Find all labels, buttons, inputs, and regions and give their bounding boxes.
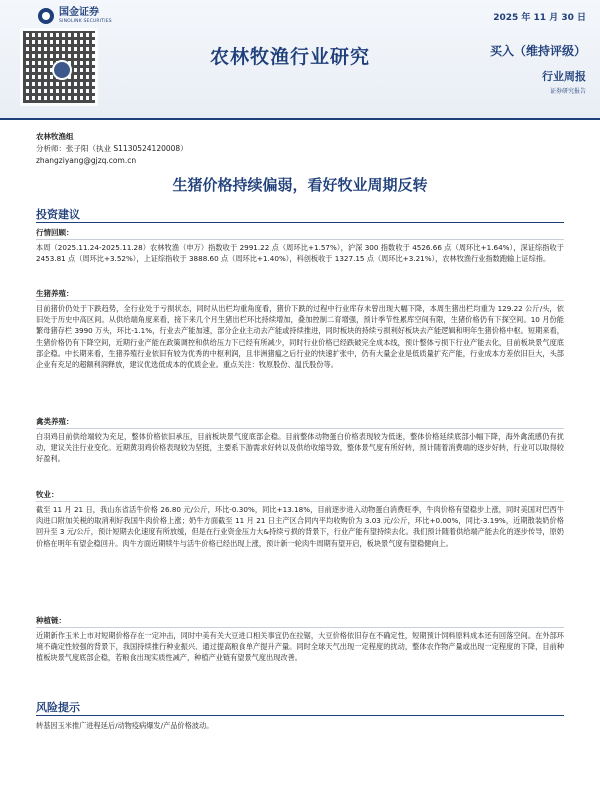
sub-divider bbox=[36, 627, 564, 628]
sub-divider bbox=[36, 428, 564, 429]
header-divider bbox=[0, 118, 600, 120]
section-divider bbox=[36, 222, 564, 223]
logo-name-cn: 国金证券 bbox=[59, 7, 99, 18]
section-heading-risk: 风险提示 bbox=[36, 701, 80, 714]
report-title: 农林牧渔行业研究 bbox=[210, 46, 371, 68]
qr-center-logo-icon bbox=[52, 60, 72, 80]
qr-code-icon bbox=[20, 28, 98, 106]
paragraph-pig: 目前猪价仍处于下跌趋势，全行业处于亏损状态，同时从出栏均重角度看，猪价下跌的过程中行业库存未曾出现大幅下降，本周生猪出栏均重为 129.22 公斤/头，依旧处于历史中高区间。从供给端角度来看，接下来几个月生猪出栏环比持续增加，叠加控制二育增强，预计季节性累库空间有限，生猪价格仍有下探空间。10 月份能繁母猪存栏 3990 万头，环比-1.1%，行业去产能加速，部分企业主动去产能或持续推进，同时板块的持续亏损利好板块去产能逻辑和明年生猪价格中枢。短期来看，生猪价格仍有下降空间，近期行业产能在政策调控和供给压力下已经有所减少，同时行业价格已经跌破完全成本线，预计整体亏损下行业产能去化，目前板块景气度底部企稳。中长期来看，生猪养殖行业依旧有较为优秀的中枢利润，且非洲猪瘟之后行业的快速扩张中，仍有大量企业是低质量扩充产能，行业成本方差依旧巨大，头部企业有充足的超额利润释放，建议优选低成本的优质企业。重点关注：牧原股份、温氏股份等。 bbox=[36, 304, 564, 370]
logo-name-en: SINOLINK SECURITIES bbox=[59, 19, 112, 24]
subheading-ruminant: 牧业： bbox=[36, 490, 59, 499]
section-heading-invest: 投资建议 bbox=[36, 208, 80, 221]
company-logo bbox=[38, 8, 112, 25]
logo-mark-icon bbox=[38, 8, 54, 24]
research-group: 农林牧渔组 bbox=[36, 132, 74, 141]
paragraph-poultry: 白羽鸡目前供给端较为充足，整体价格依旧承压，目前板块景气度底部企稳。目前整体动物蛋白价格表现较为低迷，整体价格延续底部小幅下降，海外禽流感仍有扰动，建议关注行业变化。近期黄羽鸡价格表现较为坚挺，主要系下游需求好转以及供给收缩导致，整体景气度有所好转，预计随着消费端的逐步好转，行业可以取得较好盈利。 bbox=[36, 432, 564, 464]
paragraph-seed: 近期新作玉米上市对短期价格存在一定冲击，同时中美有关大豆进口相关事宜仍在拉锯，大豆价格依旧存在不确定性，短期预计饲料原料成本还有回落空间。在外部环境不确定性较强的背景下，我国持续推行种业振兴、通过提高粮食单产提升产量。同时全球天气出现一定程度的扰动，整体农作物产量或出现一定程度的下降，目前种植板块景气度底部企稳，若粮食出现实质性减产，种植产业链有望景气度出现改善。 bbox=[36, 631, 564, 663]
sub-divider bbox=[36, 239, 564, 240]
subheading-seed: 种植链： bbox=[36, 616, 66, 625]
analyst-name: 分析师：张子阳（执业 S1130524120008） bbox=[36, 144, 188, 153]
report-type: 行业周报 bbox=[542, 70, 586, 83]
subheading-market: 行情回顾： bbox=[36, 228, 74, 237]
paragraph-risk: 转基因玉米推广进程延后/动物疫病爆发/产品价格波动。 bbox=[36, 721, 214, 730]
analyst-email[interactable]: zhangziyang@gjzq.com.cn bbox=[36, 156, 137, 165]
report-category: 证券研究报告 bbox=[549, 88, 586, 95]
section-divider bbox=[36, 715, 564, 716]
sub-divider bbox=[36, 501, 564, 502]
sub-divider bbox=[36, 300, 564, 301]
rating-badge: 买入（维持评级） bbox=[489, 44, 586, 58]
subheading-pig: 生猪养殖： bbox=[36, 289, 74, 298]
paragraph-market: 本周（2025.11.24-2025.11.28）农林牧渔（申万）指数收于 2991.22 点（周环比+1.57%），沪深 300 指数收于 4526.66 点（周环比+1.64%），深证综指收于 2453.81 点（周环比+3.52%），上证综指收于 3888.60 点（周环比+1.40%），科创板收于 1327.15 点（周环比+3.21%），农林牧渔行业指数跑输上证综指。 bbox=[36, 243, 564, 264]
paragraph-ruminant: 截至 11 月 21 日，我山东省活牛价格 26.80 元/公斤，环比-0.30%，同比+13.18%，目前逐步进入动物蛋白消费旺季，牛肉价格有望稳步上涨，同时美国对巴西牛肉进口附加关税的取消利好我国牛肉价格上涨；奶牛方面截至 11 月 21 日主产区合同内平均收购价为 3.03 元/公斤，环比+0.00%，同比-3.19%，近期散装奶价格回升至 3 元/公斤，预计短期去化速度有所放缓，但是在行业资金压力大&持续亏损的背景下，行业产能有望持续去化。我们预计随着供给端产能去化的逐步传导，原奶价格在明年有望企稳回升。肉牛方面近期犊牛与活牛价格已经出现上涨，预计新一轮肉牛周期有望开启，板块景气度有望稳健向上。 bbox=[36, 505, 564, 548]
subheading-poultry: 禽类养殖： bbox=[36, 417, 74, 426]
main-title: 生猪价格持续偏弱，看好牧业周期反转 bbox=[172, 176, 428, 194]
report-header bbox=[0, 0, 600, 120]
analyst-info bbox=[36, 131, 188, 167]
report-date: 2025 年 11 月 30 日 bbox=[493, 13, 586, 23]
